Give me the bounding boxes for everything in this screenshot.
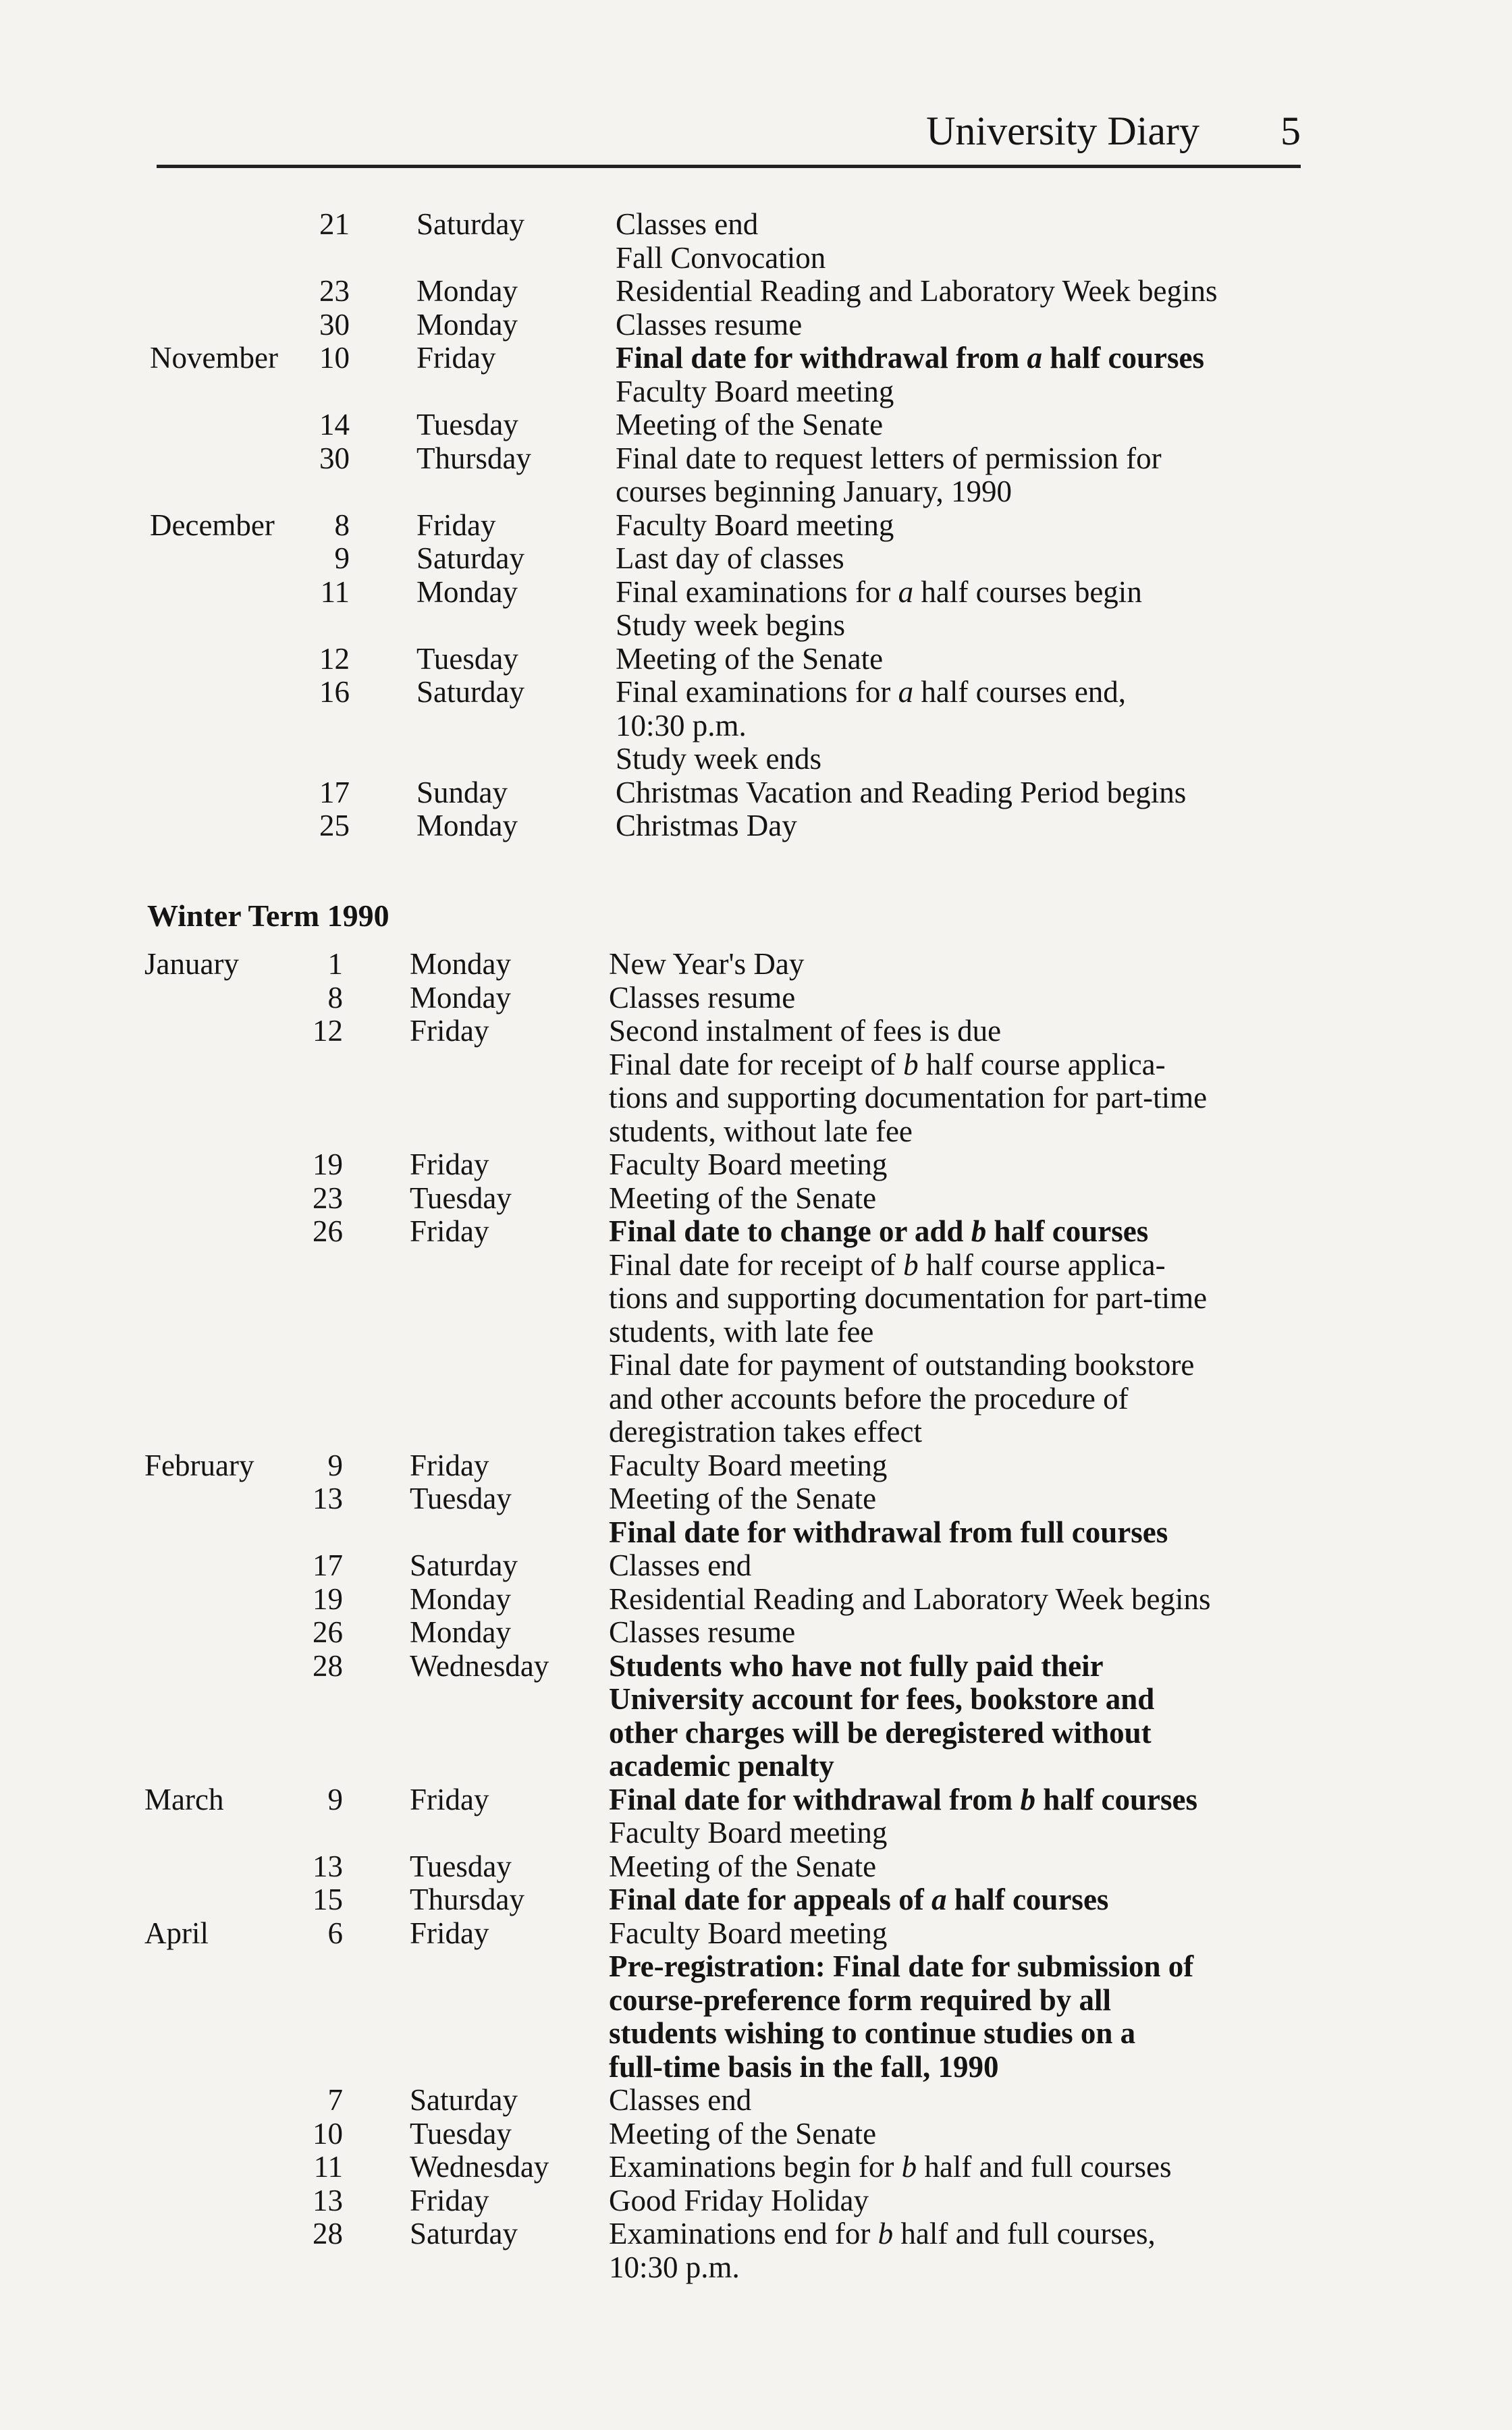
event-line: Final date for receipt of b half course applica- [609, 1247, 1166, 1282]
event-line: full-time basis in the fall, 1990 [609, 2049, 999, 2084]
event-line: Final date for withdrawal from b half courses [609, 1782, 1198, 1816]
day-number: 28 [313, 2217, 343, 2250]
day-number: 9 [327, 1782, 343, 1816]
day-number: 6 [327, 1916, 343, 1950]
day-number: 25 [319, 809, 350, 842]
event-line: 10:30 p.m. [616, 708, 747, 742]
weekday-label: Tuesday [416, 408, 518, 441]
day-number: 23 [319, 274, 350, 308]
event-line: Meeting of the Senate [609, 1482, 877, 1515]
event-line: New Year's Day [609, 947, 805, 981]
day-number: 30 [319, 441, 350, 475]
event-line: Meeting of the Senate [616, 641, 884, 676]
day-number: 12 [319, 641, 350, 676]
event-line: deregistration takes effect [609, 1415, 922, 1449]
weekday-label: Saturday [416, 207, 524, 241]
weekday-label: Saturday [410, 2083, 518, 2117]
day-number: 17 [313, 1548, 343, 1582]
weekday-label: Tuesday [410, 1849, 512, 1883]
weekday-label: Friday [410, 1148, 489, 1181]
event-line: academic penalty [609, 1749, 834, 1783]
day-number: 19 [313, 1582, 343, 1616]
day-number: 13 [313, 2183, 343, 2217]
weekday-label: Tuesday [416, 641, 518, 676]
event-line: Residential Reading and Laboratory Week begins [609, 1582, 1211, 1616]
event-line: course-preference form required by all [609, 1982, 1111, 2017]
month-label: February [144, 1448, 254, 1482]
weekday-label: Thursday [410, 1883, 524, 1916]
day-number: 13 [313, 1482, 343, 1515]
event-line: Faculty Board meeting [609, 1816, 888, 1850]
weekday-label: Friday [416, 341, 496, 375]
event-line: Meeting of the Senate [616, 408, 884, 441]
weekday-label: Sunday [416, 775, 508, 809]
day-number: 14 [319, 408, 350, 441]
event-line: and other accounts before the procedure of [609, 1381, 1129, 1415]
event-line: Study week begins [616, 608, 845, 642]
weekday-label: Friday [410, 2183, 489, 2217]
weekday-label: Friday [410, 1014, 489, 1048]
weekday-label: Monday [416, 574, 518, 609]
day-number: 15 [313, 1883, 343, 1916]
weekday-label: Saturday [416, 675, 524, 709]
month-label: March [144, 1782, 224, 1816]
event-line: Examinations end for b half and full courses, [609, 2217, 1156, 2250]
event-line: Final date for withdrawal from full courses [609, 1515, 1168, 1549]
day-number: 26 [313, 1214, 343, 1248]
event-line: Meeting of the Senate [609, 2116, 877, 2151]
event-line: Classes resume [609, 1615, 796, 1649]
event-line: 10:30 p.m. [609, 2250, 740, 2284]
page-header [157, 101, 1301, 168]
weekday-label: Thursday [416, 441, 531, 475]
day-number: 11 [320, 574, 350, 609]
day-number: 16 [319, 675, 350, 709]
weekday-label: Monday [410, 980, 511, 1015]
page-number: 5 [1280, 109, 1301, 153]
event-line: Final examinations for a half courses begin [616, 574, 1142, 609]
weekday-label: Monday [416, 809, 518, 842]
month-label: January [144, 947, 239, 981]
weekday-label: Tuesday [410, 2116, 512, 2151]
day-number: 8 [334, 508, 350, 542]
day-number: 1 [327, 947, 343, 981]
event-line: Examinations begin for b half and full courses [609, 2150, 1172, 2184]
day-number: 8 [327, 980, 343, 1015]
weekday-label: Wednesday [410, 1648, 549, 1683]
month-label: April [144, 1916, 209, 1950]
day-number: 19 [313, 1148, 343, 1181]
weekday-label: Tuesday [410, 1181, 512, 1215]
event-line: Classes end [616, 207, 759, 241]
day-number: 30 [319, 307, 350, 342]
day-number: 23 [313, 1181, 343, 1215]
event-line: Final date to change or add b half courses [609, 1214, 1149, 1248]
event-line: students, with late fee [609, 1314, 874, 1349]
event-line: Final date to request letters of permission for [616, 441, 1162, 475]
event-line: students wishing to continue studies on a [609, 2016, 1136, 2050]
weekday-label: Monday [410, 947, 511, 981]
day-number: 13 [313, 1849, 343, 1883]
event-line: Students who have not fully paid their [609, 1648, 1104, 1683]
weekday-label: Monday [410, 1615, 511, 1649]
event-line: Christmas Vacation and Reading Period begins [616, 775, 1187, 809]
event-line: Second instalment of fees is due [609, 1014, 1002, 1048]
page-title: University Diary [926, 109, 1199, 153]
weekday-label: Friday [410, 1916, 489, 1950]
event-line: Classes end [609, 2083, 752, 2117]
event-line: Classes resume [609, 980, 796, 1015]
event-line: Study week ends [616, 742, 821, 776]
day-number: 10 [319, 341, 350, 375]
event-line: tions and supporting documentation for part-time [609, 1081, 1208, 1114]
event-line: Pre-registration: Final date for submission of [609, 1949, 1194, 1983]
event-line: Faculty Board meeting [616, 508, 894, 542]
event-line: Final date for appeals of a half courses [609, 1883, 1109, 1916]
weekday-label: Saturday [416, 541, 524, 575]
event-line: Faculty Board meeting [616, 374, 894, 408]
event-line: Classes resume [616, 307, 803, 342]
event-line: students, without late fee [609, 1114, 913, 1148]
event-line: University account for fees, bookstore and [609, 1682, 1155, 1716]
day-number: 21 [319, 207, 350, 241]
event-line: tions and supporting documentation for part-time [609, 1281, 1208, 1315]
weekday-label: Monday [416, 274, 518, 308]
weekday-label: Monday [410, 1582, 511, 1616]
day-number: 11 [313, 2150, 343, 2184]
weekday-label: Tuesday [410, 1482, 512, 1515]
day-number: 7 [327, 2083, 343, 2117]
event-line: Meeting of the Senate [609, 1849, 877, 1883]
event-line: Faculty Board meeting [609, 1448, 888, 1482]
day-number: 26 [313, 1615, 343, 1649]
day-number: 17 [319, 775, 350, 809]
weekday-label: Wednesday [410, 2150, 549, 2184]
event-line: other charges will be deregistered without [609, 1715, 1152, 1750]
event-line: Final date for withdrawal from a half courses [616, 341, 1205, 375]
weekday-label: Saturday [410, 1548, 518, 1582]
month-label: December [150, 508, 275, 542]
day-number: 10 [313, 2116, 343, 2151]
event-line: Final date for receipt of b half course applica- [609, 1047, 1166, 1081]
event-line: Faculty Board meeting [609, 1916, 888, 1950]
month-label: November [150, 341, 278, 375]
day-number: 12 [313, 1014, 343, 1048]
event-line: Last day of classes [616, 541, 844, 575]
event-line: Classes end [609, 1548, 752, 1582]
event-line: Fall Convocation [616, 240, 826, 275]
weekday-label: Monday [416, 307, 518, 342]
weekday-label: Friday [416, 508, 496, 542]
weekday-label: Friday [410, 1448, 489, 1482]
event-line: Christmas Day [616, 809, 797, 842]
weekday-label: Friday [410, 1782, 489, 1816]
event-line: Final date for payment of outstanding bookstore [609, 1348, 1195, 1382]
event-line: courses beginning January, 1990 [616, 475, 1012, 508]
event-line: Residential Reading and Laboratory Week begins [616, 274, 1218, 308]
day-number: 28 [313, 1648, 343, 1683]
event-line: Final examinations for a half courses end, [616, 675, 1127, 709]
day-number: 9 [327, 1448, 343, 1482]
weekday-label: Saturday [410, 2217, 518, 2250]
weekday-label: Friday [410, 1214, 489, 1248]
event-line: Meeting of the Senate [609, 1181, 877, 1215]
event-line: Good Friday Holiday [609, 2183, 869, 2217]
winter-term-heading: Winter Term 1990 [147, 898, 389, 933]
event-line: Faculty Board meeting [609, 1148, 888, 1181]
day-number: 9 [334, 541, 350, 575]
